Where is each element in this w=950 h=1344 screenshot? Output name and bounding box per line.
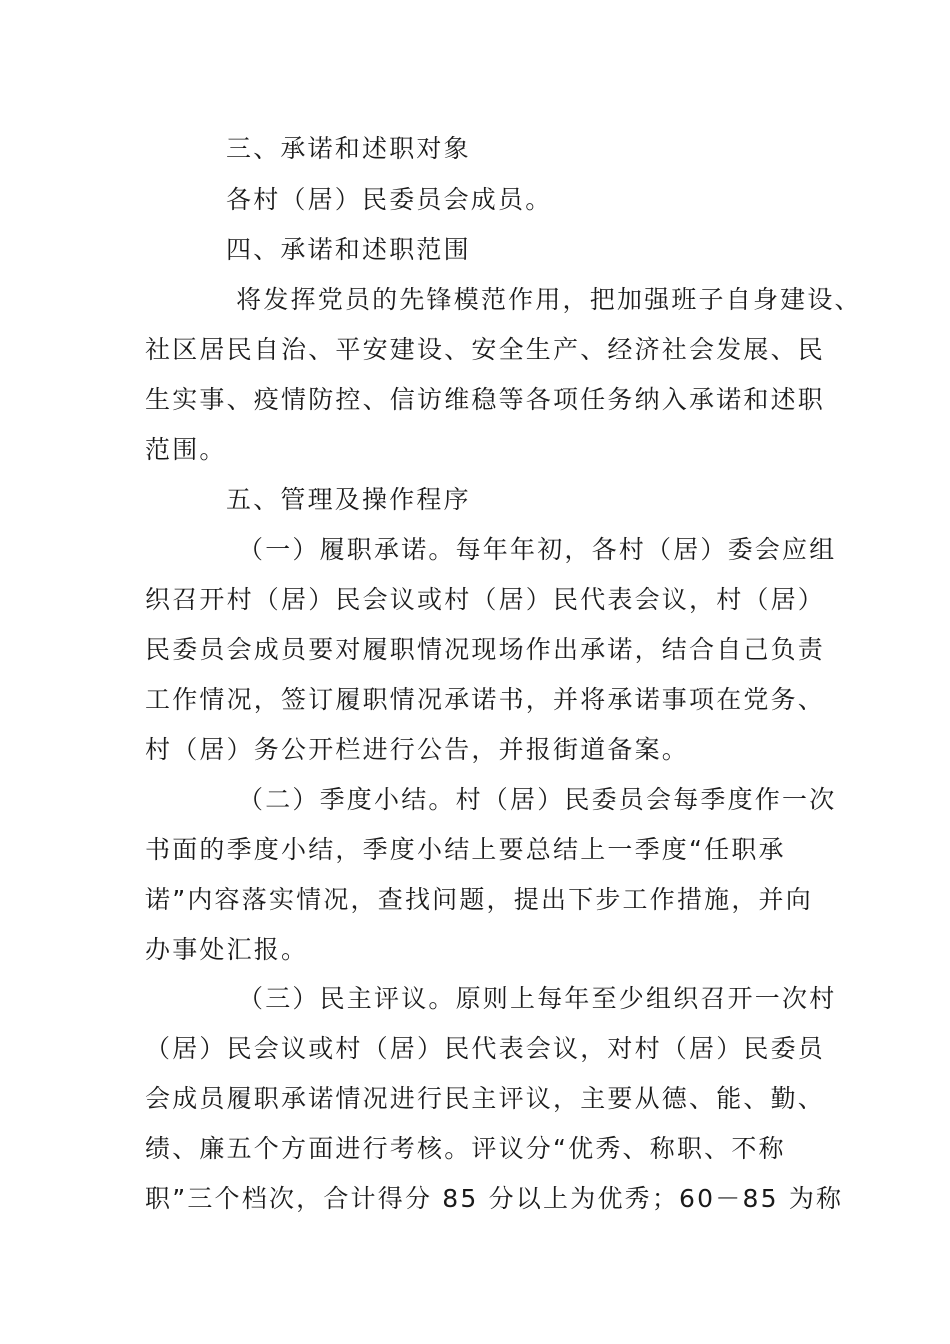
section-heading-4: 四、承诺和述职范围 xyxy=(226,235,471,264)
paragraph-line: 办事处汇报。 xyxy=(145,935,309,964)
paragraph-line: （一）履职承诺。每年年初，各村（居）委会应组 xyxy=(238,535,837,564)
paragraph-line: 将发挥党员的先锋模范作用，把加强班子自身建设、 xyxy=(226,285,862,314)
paragraph-line: 民委员会成员要对履职情况现场作出承诺，结合自己负责 xyxy=(145,635,826,664)
section-heading-5: 五、管理及操作程序 xyxy=(226,485,471,514)
paragraph-line: 范围。 xyxy=(145,435,227,464)
paragraph-line: 工作情况，签订履职情况承诺书，并将承诺事项在党务、 xyxy=(145,685,826,714)
paragraph-line: 生实事、疫情防控、信访维稳等各项任务纳入承诺和述职 xyxy=(145,385,826,414)
paragraph-line: 织召开村（居）民会议或村（居）民代表会议，村（居） xyxy=(145,585,826,614)
paragraph-line: （居）民会议或村（居）民代表会议，对村（居）民委员 xyxy=(145,1034,826,1063)
section-heading-3: 三、承诺和述职对象 xyxy=(226,134,471,163)
paragraph-line: 村（居）务公开栏进行公告，并报街道备案。 xyxy=(145,735,690,764)
paragraph-line: 社区居民自治、平安建设、安全生产、经济社会发展、民 xyxy=(145,335,826,364)
paragraph-line: 职”三个档次，合计得分 85 分以上为优秀；60－85 为称 xyxy=(145,1184,844,1213)
paragraph-line: 各村（居）民委员会成员。 xyxy=(226,185,553,214)
paragraph-line: 会成员履职承诺情况进行民主评议，主要从德、能、勤、 xyxy=(145,1084,826,1113)
paragraph-line: 书面的季度小结，季度小结上要总结上一季度“任职承 xyxy=(145,835,786,864)
paragraph-line: （三）民主评议。原则上每年至少组织召开一次村 xyxy=(238,984,837,1013)
paragraph-line: （二）季度小结。村（居）民委员会每季度作一次 xyxy=(238,785,837,814)
paragraph-line: 绩、廉五个方面进行考核。评议分“优秀、称职、不称 xyxy=(145,1134,786,1163)
paragraph-line: 诺”内容落实情况，查找问题，提出下步工作措施，并向 xyxy=(145,885,813,914)
